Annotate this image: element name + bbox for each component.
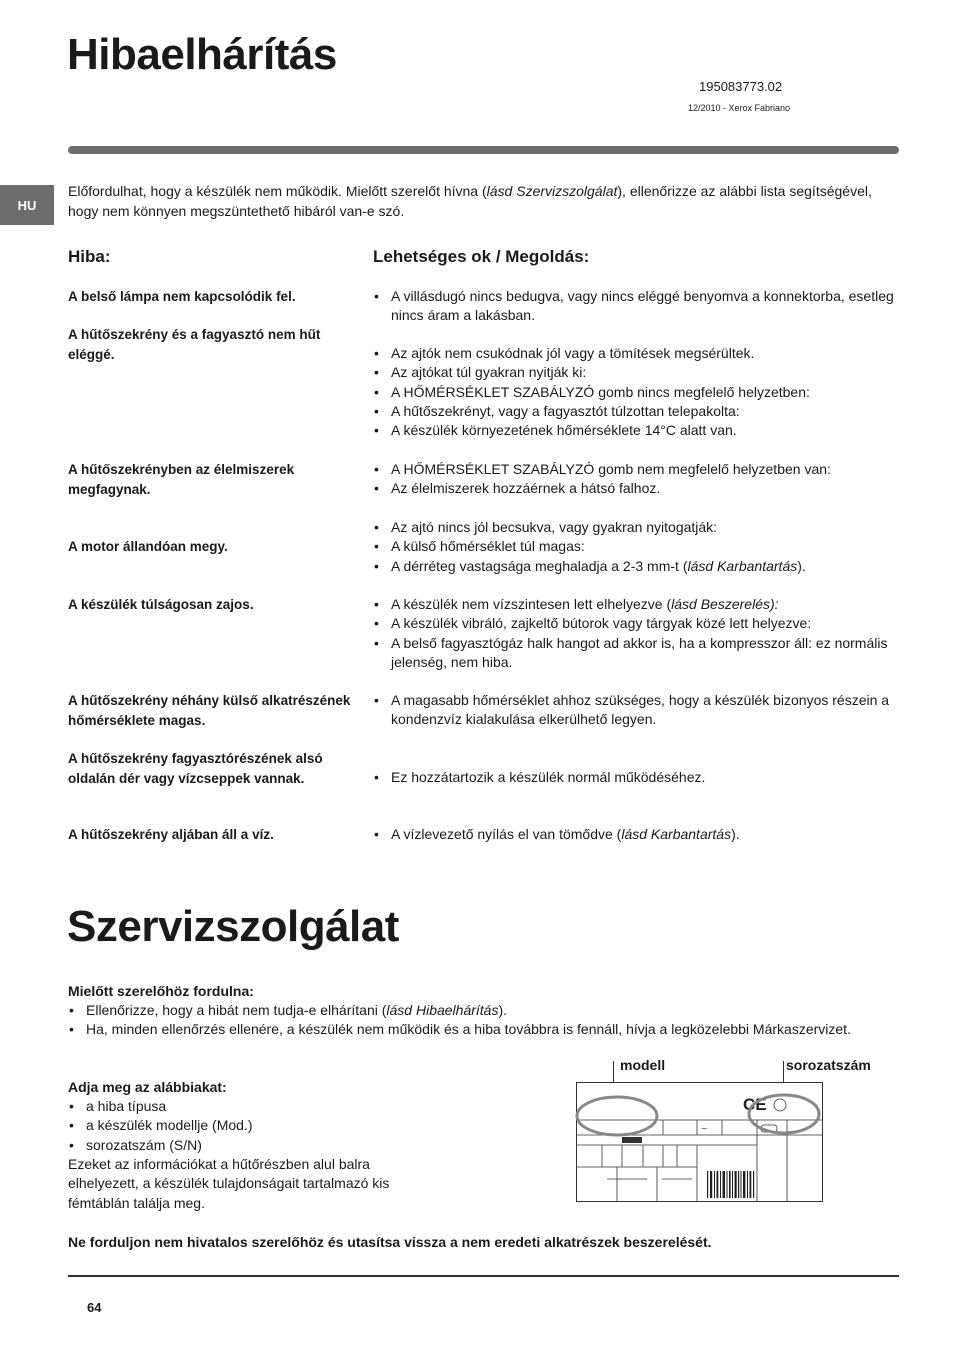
footer-divider xyxy=(68,1275,899,1277)
solution-group xyxy=(373,595,903,672)
problem-item: A készülék túlságosan zajos. xyxy=(68,597,254,612)
solution-group xyxy=(373,691,903,730)
before-item: • Ellenőrizze, hogy a hibát nem tudja-e elhárítani (lásd Hibaelhárítás). xyxy=(68,1001,868,1020)
before-list xyxy=(68,1001,868,1040)
solution-item: • A készülék vibráló, zajkeltő bútorok vagy tárgyak közé lett helyezve: xyxy=(373,614,903,633)
language-tab: HU xyxy=(0,185,54,225)
solution-item: • A villásdugó nincs bedugva, vagy nincs eléggé benyomva a konnektorba, esetleg nincs áram a lakásban. xyxy=(373,287,903,326)
solution-item: • A dérréteg vastagsága meghaladja a 2-3 mm-t (lásd Karbantartás). xyxy=(373,557,903,576)
solution-item: • A hűtőszekrényt, vagy a fagyasztót túlzottan telepakolta: xyxy=(373,402,903,421)
solution-item: • A belső fagyasztógáz halk hangot ad akkor is, ha a kompresszor áll: ez normális jelenség, nem hiba. xyxy=(373,634,903,673)
give-item: • a hiba típusa xyxy=(68,1097,408,1116)
problem-item: A belső lámpa nem kapcsolódik fel. xyxy=(68,289,296,304)
model-label: modell xyxy=(620,1057,666,1073)
solution-column-heading: Lehetséges ok / Megoldás: xyxy=(373,247,590,266)
problem-item: A hűtőszekrény és a fagyasztó nem hűt eléggé. xyxy=(68,327,321,362)
solution-item: • A HŐMÉRSÉKLET SZABÁLYZÓ gomb nincs megfelelő helyzetben: xyxy=(373,383,903,402)
solution-item: • A külső hőmérséklet túl magas: xyxy=(373,537,903,556)
header-divider xyxy=(68,146,899,154)
give-item: • a készülék modellje (Mod.) xyxy=(68,1116,408,1135)
problem-item: A hűtőszekrény néhány külső alkatrészének hőmérséklete magas. xyxy=(68,693,351,728)
before-item: • Ha, minden ellenőrzés ellenére, a készülék nem működik és a hiba továbbra is fennáll, hívja a legközelebbi Márkaszervizet. xyxy=(68,1020,868,1039)
solution-item: • A vízlevezető nyílás el van tömődve (lásd Karbantartás). xyxy=(373,825,903,844)
problem-item: A hűtőszekrény fagyasztórészének alsó oldalán dér vagy vízcseppek vannak. xyxy=(68,751,323,786)
solution-group xyxy=(373,344,903,440)
ce-mark: CE xyxy=(743,1095,767,1114)
solution-group xyxy=(373,287,903,326)
solution-item: • Ez hozzátartozik a készülék normál működéséhez. xyxy=(373,768,903,787)
page-title: Hibaelhárítás xyxy=(67,30,337,79)
page-number: 64 xyxy=(87,1300,102,1315)
barcode xyxy=(707,1171,754,1198)
problem-item: A hűtőszekrényben az élelmiszerek megfagynak. xyxy=(68,462,295,497)
give-item: • sorozatszám (S/N) xyxy=(68,1136,408,1155)
document-number: 195083773.02 xyxy=(699,79,783,94)
solution-group xyxy=(373,460,903,499)
problem-item: A motor állandóan megy. xyxy=(68,539,228,554)
give-heading: Adja meg az alábbiakat: xyxy=(68,1079,227,1095)
service-title: Szervizszolgálat xyxy=(67,902,399,951)
solution-item: • Az ajtókat túl gyakran nyitják ki: xyxy=(373,363,903,382)
solution-item: • A készülék nem vízszintesen lett elhelyezve (lásd Beszerelés): xyxy=(373,595,903,614)
solution-item: • A készülék környezetének hőmérséklete 14°C alatt van. xyxy=(373,421,903,440)
plate-highlight-rings xyxy=(570,1088,830,1148)
solution-item: • A HŐMÉRSÉKLET SZABÁLYZÓ gomb nem megfelelő helyzetben van: xyxy=(373,460,903,479)
document-date: 12/2010 - Xerox Fabriano xyxy=(688,103,791,113)
before-heading: Mielőtt szerelőhöz fordulna: xyxy=(68,983,254,999)
give-list xyxy=(68,1097,408,1155)
solution-item: • Az élelmiszerek hozzáérnek a hátsó falhoz. xyxy=(373,479,903,498)
solution-item: • A magasabb hőmérséklet ahhoz szükséges, hogy a készülék bizonyos részein a kondenzvíz kialakulása elkerülhető legyen. xyxy=(373,691,903,730)
solution-item: • Az ajtó nincs jól becsukva, vagy gyakran nyitogatják: xyxy=(373,518,903,537)
svg-text:~: ~ xyxy=(701,1124,708,1133)
problem-column-heading: Hiba: xyxy=(68,247,111,266)
solution-item: • Az ajtók nem csukódnak jól vagy a tömítések megsérültek. xyxy=(373,344,903,363)
warning-text: Ne forduljon nem hivatalos szerelőhöz és utasítsa vissza a nem eredeti alkatrészek beszerelését. xyxy=(68,1234,712,1250)
serial-highlight-ring xyxy=(749,1095,819,1133)
problem-item: A hűtőszekrény aljában áll a víz. xyxy=(68,827,274,842)
solution-group xyxy=(373,518,903,576)
serial-label: sorozatszám xyxy=(786,1057,871,1073)
info-paragraph: Ezeket az információkat a hűtőrészben alul balra elhelyezett, a készülék tulajdonságait tartalmazó kis fémtáblán találja meg. xyxy=(68,1156,390,1211)
solution-group xyxy=(373,768,903,787)
model-highlight-ring xyxy=(577,1097,657,1135)
solution-group xyxy=(373,825,903,844)
intro-paragraph: Előfordulhat, hogy a készülék nem működik. Mielőtt szerelőt hívna (lásd Szervizszolgálat), ellenőrizze az alábbi lista segítségével, hogy nem könnyen megszüntethető hibáról van-e szó. xyxy=(68,183,872,219)
